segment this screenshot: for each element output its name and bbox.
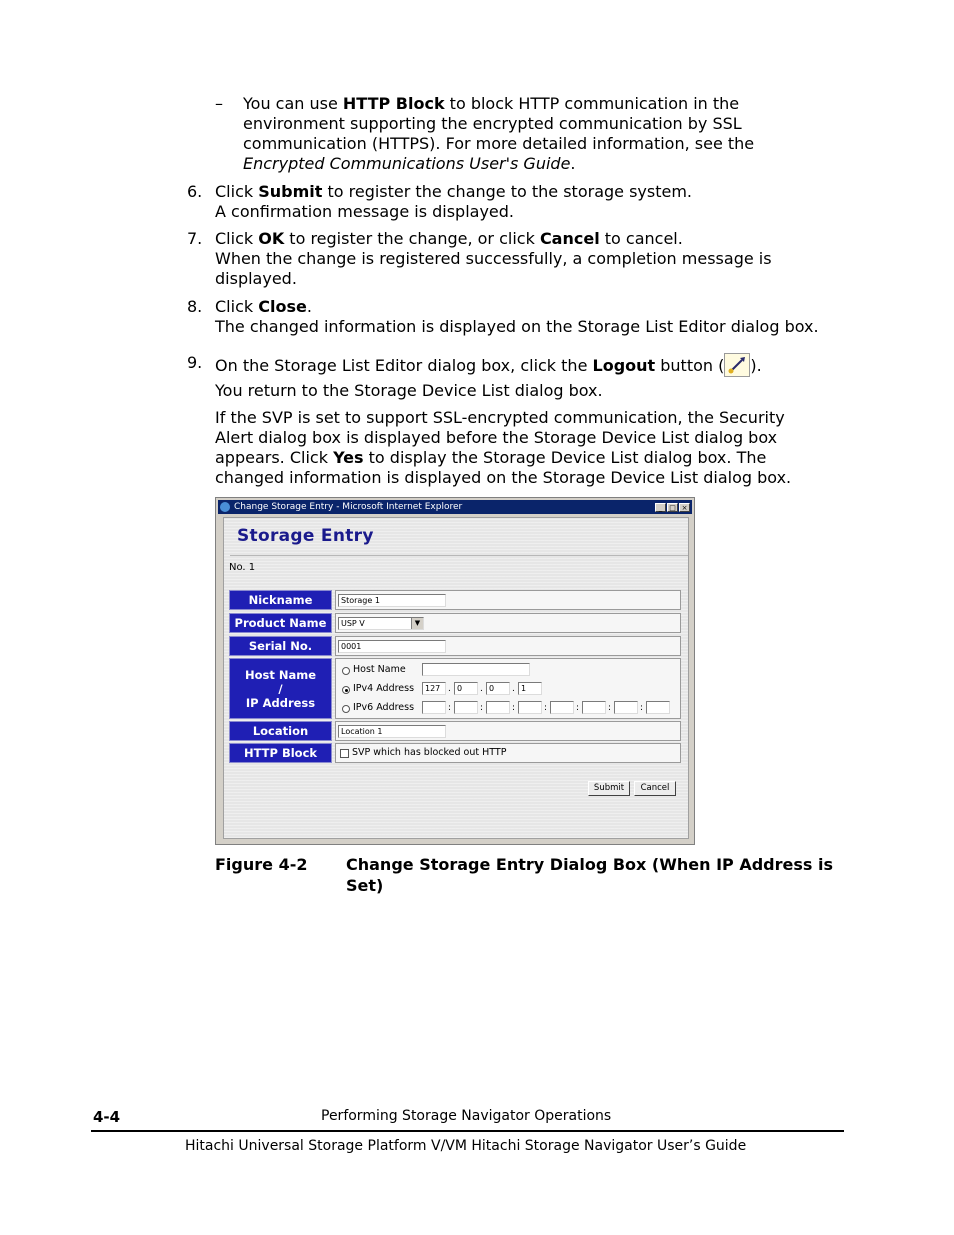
ipv6-sep-5: :: [576, 703, 580, 713]
submit-button[interactable]: Submit: [588, 781, 630, 796]
ipv4-octet-1[interactable]: 127: [422, 682, 446, 695]
radio-ipv6-label: IPv6 Address: [353, 702, 415, 713]
radio-ipv4[interactable]: [342, 686, 350, 694]
row-http-block: [229, 743, 681, 763]
svp-paragraph: If the SVP is set to support SSL-encrypted communication, the Security Alert dialog box is displayed before the Storage Device List dialog box appears. Click Yes to display the Storage Device List dialog box. The changed information is displayed on the Storage Device List dialog box.: [215, 408, 792, 487]
nickname-input[interactable]: Storage 1: [338, 594, 446, 607]
ipv4-octet-2[interactable]: 0: [454, 682, 478, 695]
ipv4-octet-3[interactable]: 0: [486, 682, 510, 695]
figure-caption: Change Storage Entry Dialog Box (When IP Address is Set): [346, 855, 833, 895]
ipv6-field-6[interactable]: [582, 701, 606, 714]
ipv6-field-5[interactable]: [550, 701, 574, 714]
bullet-text: You can use HTTP Block to block HTTP communication in the environment supporting the encrypted communication by SSL communication (HTTPS). For more detailed information, see the Encrypted Communications User's Guide.: [243, 94, 755, 173]
label-product-name: Product Name: [229, 613, 332, 633]
ie-icon: [220, 502, 230, 512]
ipv6-sep-6: :: [608, 703, 612, 713]
minimize-button[interactable]: _: [655, 503, 666, 512]
radio-host-name-label: Host Name: [353, 664, 406, 675]
ipv6-sep-1: :: [448, 703, 452, 713]
value-serial-cell: [335, 636, 681, 656]
value-host-ip-cell: [335, 658, 681, 719]
ipv4-sep-2: .: [480, 684, 483, 694]
ipv6-field-1[interactable]: [422, 701, 446, 714]
footer-book-title: Hitachi Universal Storage Platform V/VM Hitachi Storage Navigator User’s Guide: [185, 1138, 747, 1154]
footer-section-title: Performing Storage Navigator Operations: [321, 1108, 612, 1124]
row-serial-no: [229, 636, 681, 656]
close-button[interactable]: ×: [679, 503, 690, 512]
step-8-text: Click Close. The changed information is displayed on the Storage List Editor dialog box.: [215, 297, 819, 336]
label-location: Location: [229, 721, 332, 741]
step-7-text: Click OK to register the change, or click Cancel to cancel. When the change is registered successfully, a completion message is displayed.: [215, 229, 772, 288]
radio-host-name[interactable]: [342, 667, 350, 675]
dialog-content: [223, 517, 689, 839]
row-host-ip: [229, 658, 681, 719]
step-6-number: 6.: [187, 182, 203, 201]
chevron-down-icon[interactable]: ▼: [411, 618, 423, 629]
cancel-button[interactable]: Cancel: [634, 781, 676, 796]
figure-label: Figure 4-2: [215, 855, 308, 874]
ipv6-field-8[interactable]: [646, 701, 670, 714]
label-host-name: Host Name: [244, 667, 317, 682]
label-host-ip: [229, 658, 332, 719]
step-7-number: 7.: [187, 229, 203, 248]
step-6-text: Click Submit to register the change to the storage system. A confirmation message is displayed.: [215, 182, 693, 221]
ipv6-sep-7: :: [640, 703, 644, 713]
label-slash: /: [278, 681, 283, 696]
label-ip-address: IP Address: [245, 695, 316, 710]
ipv6-field-7[interactable]: [614, 701, 638, 714]
ipv6-sep-2: :: [480, 703, 484, 713]
value-nickname-cell: [335, 590, 681, 610]
bullet-dash: –: [215, 94, 223, 113]
label-nickname: Nickname: [229, 590, 332, 610]
window-titlebar: [218, 500, 692, 514]
ipv4-octet-4[interactable]: 1: [518, 682, 542, 695]
entry-number: No. 1: [229, 562, 256, 573]
ipv6-field-2[interactable]: [454, 701, 478, 714]
footer-divider: [91, 1130, 844, 1132]
location-input[interactable]: Location 1: [338, 725, 446, 738]
label-http-block: HTTP Block: [229, 743, 332, 763]
value-product-cell: [335, 613, 681, 633]
ipv6-field-3[interactable]: [486, 701, 510, 714]
ipv6-sep-4: :: [544, 703, 548, 713]
storage-entry-heading: Storage Entry: [237, 526, 374, 546]
product-name-value: USP V: [341, 619, 365, 628]
value-location-cell: [335, 721, 681, 741]
row-nickname: [229, 590, 681, 610]
host-name-input[interactable]: [422, 663, 530, 676]
row-location: [229, 721, 681, 741]
return-paragraph: You return to the Storage Device List dialog box.: [215, 381, 603, 400]
change-storage-entry-window: [215, 497, 695, 845]
value-http-cell: [335, 743, 681, 763]
product-name-select[interactable]: [338, 617, 424, 630]
window-title: Change Storage Entry - Microsoft Internet Explorer: [234, 502, 463, 512]
page-number: 4-4: [93, 1108, 121, 1126]
step-9-text: On the Storage List Editor dialog box, click the Logout button ( ).: [215, 353, 762, 377]
label-serial-no: Serial No.: [229, 636, 332, 656]
ipv4-sep-1: .: [448, 684, 451, 694]
ipv4-sep-3: .: [512, 684, 515, 694]
radio-ipv6[interactable]: [342, 705, 350, 713]
ipv6-field-4[interactable]: [518, 701, 542, 714]
radio-ipv4-label: IPv4 Address: [353, 683, 415, 694]
http-block-checkbox-label: SVP which has blocked out HTTP: [352, 747, 507, 758]
logout-icon: [724, 353, 750, 377]
maximize-button[interactable]: □: [667, 503, 678, 512]
row-product-name: [229, 613, 681, 633]
heading-divider: [230, 555, 688, 556]
step-8-number: 8.: [187, 297, 203, 316]
http-block-checkbox[interactable]: [340, 749, 349, 758]
ipv6-sep-3: :: [512, 703, 516, 713]
serial-no-input[interactable]: 0001: [338, 640, 446, 653]
step-9-number: 9.: [187, 353, 203, 372]
